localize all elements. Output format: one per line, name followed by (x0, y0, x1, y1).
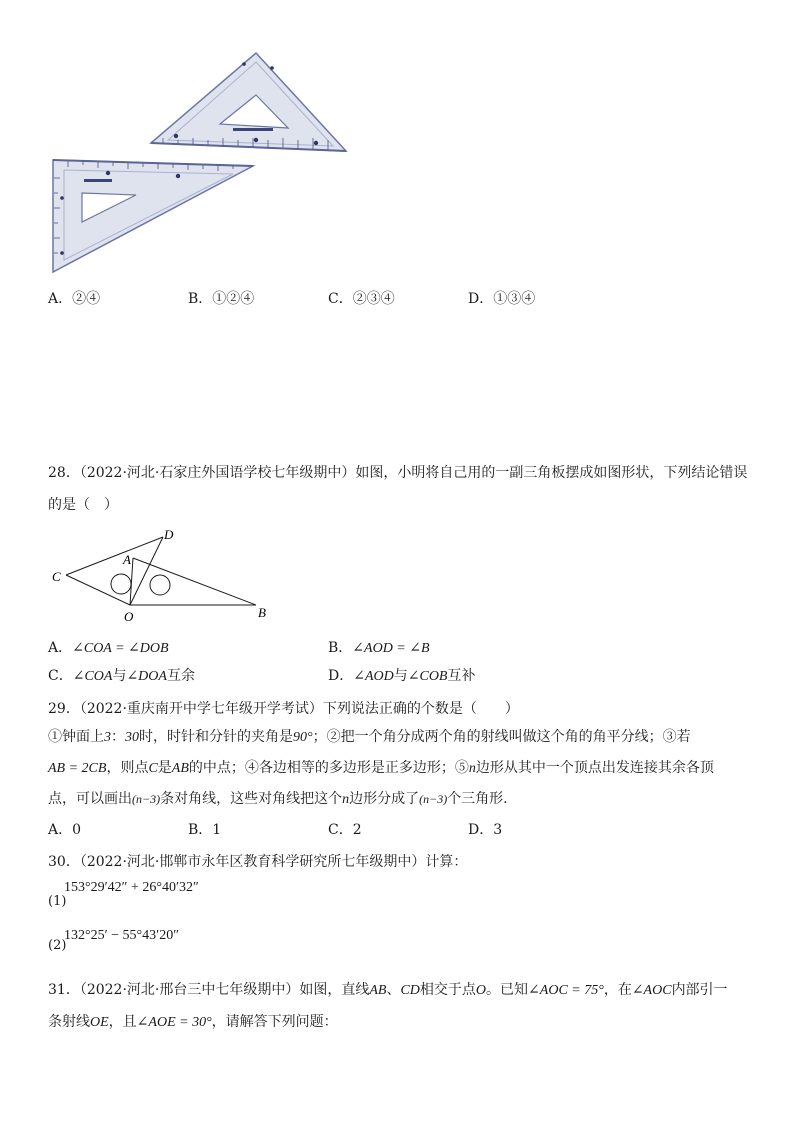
q28-option-b[interactable]: B．∠AOD = ∠B (328, 640, 430, 656)
q30-part2-expr: 132°25′ − 55°43′20″ (64, 928, 180, 943)
label-o: O (124, 609, 134, 624)
q28-option-d[interactable]: D．∠AOD与∠COB互补 (328, 668, 476, 684)
q28-option-a[interactable]: A．∠COA = ∠DOB (48, 640, 169, 656)
q27-option-a[interactable]: A．②④ (48, 291, 101, 307)
q30-part2-label: (2) (48, 938, 67, 953)
q29-option-b[interactable]: B．1 (188, 822, 222, 838)
q29-line2: AB = 2CB，则点C是AB的中点；④各边相等的多边形是正多边形；⑤n边形从其中一个顶点出发连接其余各顶 (48, 760, 714, 776)
q28-source: （2022·河北·石家庄外国语学校七年级期中） (79, 465, 356, 481)
q27-option-c[interactable]: C．②③④ (328, 291, 395, 307)
q28-number: 28． (48, 465, 80, 481)
q29-line1: ①钟面上3：30时，时针和分针的夹角是90°；②把一个角分成两个角的射线叫做这个角的角平分线；③若 (48, 729, 691, 745)
q30-part2 (48, 928, 348, 958)
q31-stem-line2: 条射线OE，且∠AOE = 30°，请解答下列问题： (48, 1014, 338, 1030)
q31-source: （2022·河北·邢台三中七年级期中） (79, 982, 300, 998)
q28-stem: 如图，小明将自己用的一副三角板摆成如图形状，下列结论错误 (355, 465, 748, 481)
label-b: B (258, 605, 266, 620)
q31-number: 31． (48, 982, 80, 998)
label-c: C (52, 569, 61, 584)
q28-stem-line2: 的是（ ） (48, 497, 118, 513)
q30-part1-expr: 153°29′42″ + 26°40′32″ (64, 880, 199, 895)
q31-stem-line1: 31．（2022·河北·邢台三中七年级期中）如图，直线AB、CD相交于点O。已知∠AOC = 75°，在∠AOC内部引一 (48, 982, 728, 998)
label-a: A (123, 552, 131, 567)
label-d: D (164, 527, 174, 542)
q27-option-b[interactable]: B．①②④ (188, 291, 255, 307)
q29-line3: 点，可以画出(n−3)条对角线，这些对角线把这个n边形分成了(n−3)个三角形. (48, 791, 508, 807)
q30-part1-label: (1) (48, 894, 67, 909)
q29-option-a[interactable]: A．0 (48, 822, 82, 838)
q29-number: 29． (48, 701, 80, 717)
q30-part1 (48, 880, 348, 924)
q28-triangle-figure (48, 525, 278, 625)
q29-option-d[interactable]: D．3 (468, 822, 503, 838)
set-squares-figure (48, 48, 348, 276)
q29-stem: 29．（2022·重庆南开中学七年级开学考试）下列说法正确的个数是（ ） (48, 701, 519, 717)
q30-stem: 30．（2022·河北·邯郸市永年区教育科学研究所七年级期中）计算： (48, 854, 468, 870)
q30-number: 30． (48, 854, 80, 870)
q28-stem-line1 (48, 463, 747, 483)
q27-option-d[interactable]: D．①③④ (468, 291, 536, 307)
q30-source: （2022·河北·邯郸市永年区教育科学研究所七年级期中） (79, 854, 426, 870)
q29-option-c[interactable]: C．2 (328, 822, 362, 838)
q29-source: （2022·重庆南开中学七年级开学考试） (79, 701, 323, 717)
q28-option-c[interactable]: C．∠COA与∠DOA互余 (48, 668, 195, 684)
